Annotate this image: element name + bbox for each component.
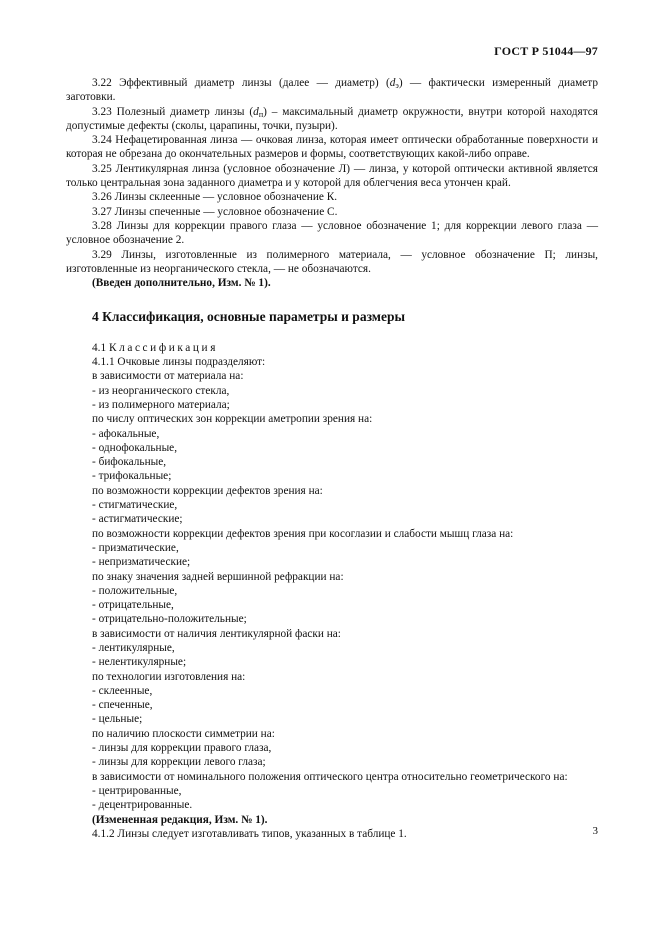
classification-list-item: по числу оптических зон коррекции аметропии зрения на: bbox=[92, 413, 373, 426]
classification-list-item: - нелентикулярные; bbox=[92, 656, 187, 669]
clause-4-1-number: 4.1 bbox=[92, 341, 107, 354]
document-body bbox=[66, 76, 598, 841]
classification-list-item: по технологии изготовления на: bbox=[92, 670, 246, 683]
clause-3-23 bbox=[66, 105, 598, 134]
clause-3-28: 3.28 Линзы для коррекции правого глаза — условное обозначение 1; для коррекции левого глаза — условное обозначение 2. bbox=[66, 219, 598, 247]
classification-list-item: - трифокальные; bbox=[92, 470, 172, 483]
classification-list-item: - цельные; bbox=[92, 713, 143, 726]
clause-3-26: 3.26 Линзы склеенные — условное обозначение К. bbox=[92, 191, 338, 204]
clause-4-1-1: 4.1.1 Очковые линзы подразделяют: bbox=[92, 356, 266, 369]
classification-list-item: - центрированные, bbox=[92, 784, 182, 797]
clause-3-22-text-a: 3.22 Эффективный диаметр линзы (далее — диаметр) ( bbox=[92, 77, 390, 89]
classification-list-item: - линзы для коррекции правого глаза, bbox=[92, 742, 272, 755]
classification-list-item: - положительные, bbox=[92, 584, 178, 597]
classification-list-item: по возможности коррекции дефектов зрения на: bbox=[92, 484, 323, 497]
amendment-note-2: (Измененная редакция, Изм. № 1). bbox=[92, 813, 268, 826]
classification-list-item: в зависимости от наличия лентикулярной фаски на: bbox=[92, 627, 341, 640]
clause-3-23-text-b: ) – максимальный диаметр окружности, внутри которой находятся допустимые дефекты (сколы, царапины, точки, пузыри). bbox=[66, 105, 598, 132]
symbol-subscript: п bbox=[258, 109, 264, 119]
clause-3-27: 3.27 Линзы спеченные — условное обозначение С. bbox=[92, 205, 338, 218]
classification-list-item: - стигматические, bbox=[92, 499, 178, 512]
classification-list-item: по наличию плоскости симметрии на: bbox=[92, 727, 275, 740]
classification-list-item: - непризматические; bbox=[92, 556, 191, 569]
clause-4-1-title: Классификация bbox=[108, 341, 218, 354]
classification-list-item: в зависимости от материала на: bbox=[92, 370, 244, 383]
classification-list-item: по возможности коррекции дефектов зрения при косоглазии и слабости мышц глаза на: bbox=[92, 527, 514, 540]
classification-list-item: - децентрированные. bbox=[92, 799, 193, 812]
classification-list-item: - отрицательно-положительные; bbox=[92, 613, 247, 626]
symbol-d: d bbox=[253, 105, 259, 118]
classification-list-item: - отрицательные, bbox=[92, 599, 174, 612]
clause-3-23-text-a: 3.23 Полезный диаметр линзы ( bbox=[92, 105, 254, 118]
section-heading: 4 Классификация, основные параметры и размеры bbox=[92, 309, 406, 325]
clause-3-22 bbox=[66, 76, 598, 105]
classification-list-item: - из неорганического стекла, bbox=[92, 384, 230, 397]
classification-list-item: - из полимерного материала; bbox=[92, 398, 230, 411]
clause-3-24: 3.24 Нефацетированная линза — очковая линза, которая имеет оптически обработанные поверхности и которая не обрезана до окончательных размеров и формы, соответствующих какой-либо оправе. bbox=[66, 134, 598, 161]
classification-list-item: - призматические, bbox=[92, 541, 179, 554]
clause-4-1 bbox=[66, 341, 598, 355]
clause-3-29: 3.29 Линзы, изготовленные из полимерного материала, — условное обозначение П; линзы, изготовленные из неорганического стекла, — не обозначаются. bbox=[66, 248, 598, 275]
symbol-d: d bbox=[389, 77, 396, 89]
classification-list-item: - склеенные, bbox=[92, 684, 153, 697]
classification-list-item: - лентикулярные, bbox=[92, 641, 175, 654]
clause-3-25: 3.25 Лентикулярная линза (условное обозначение Л) — линза, у которой оптически активной является только центральная зона заданного диаметра и у которой для облегчения веса утончен край. bbox=[66, 162, 598, 190]
classification-list-item: по знаку значения задней вершинной рефракции на: bbox=[92, 570, 344, 583]
classification-list-item: в зависимости от номинального положения оптического центра относительно геометрического на: bbox=[92, 770, 568, 783]
page-number: 3 bbox=[592, 825, 598, 837]
classification-list-item: - бифокальные, bbox=[92, 456, 167, 469]
classification-list bbox=[66, 369, 598, 812]
amendment-note-1: (Введен дополнительно, Изм. № 1). bbox=[92, 277, 271, 290]
clause-4-1-2: 4.1.2 Линзы следует изготавливать типов, указанных в таблице 1. bbox=[92, 827, 407, 840]
classification-list-item: - астигматические; bbox=[92, 513, 183, 526]
symbol-subscript: э bbox=[395, 81, 399, 90]
classification-list-item: - спеченные, bbox=[92, 699, 153, 712]
classification-list-item: - афокальные, bbox=[92, 427, 160, 440]
classification-list-item: - однофокальные, bbox=[92, 441, 178, 454]
document-header: ГОСТ Р 51044—97 bbox=[494, 44, 598, 58]
clause-3-22-text-b: ) — фактически измеренный диаметр заготовки. bbox=[66, 77, 598, 104]
classification-list-item: - линзы для коррекции левого глаза; bbox=[92, 756, 266, 769]
